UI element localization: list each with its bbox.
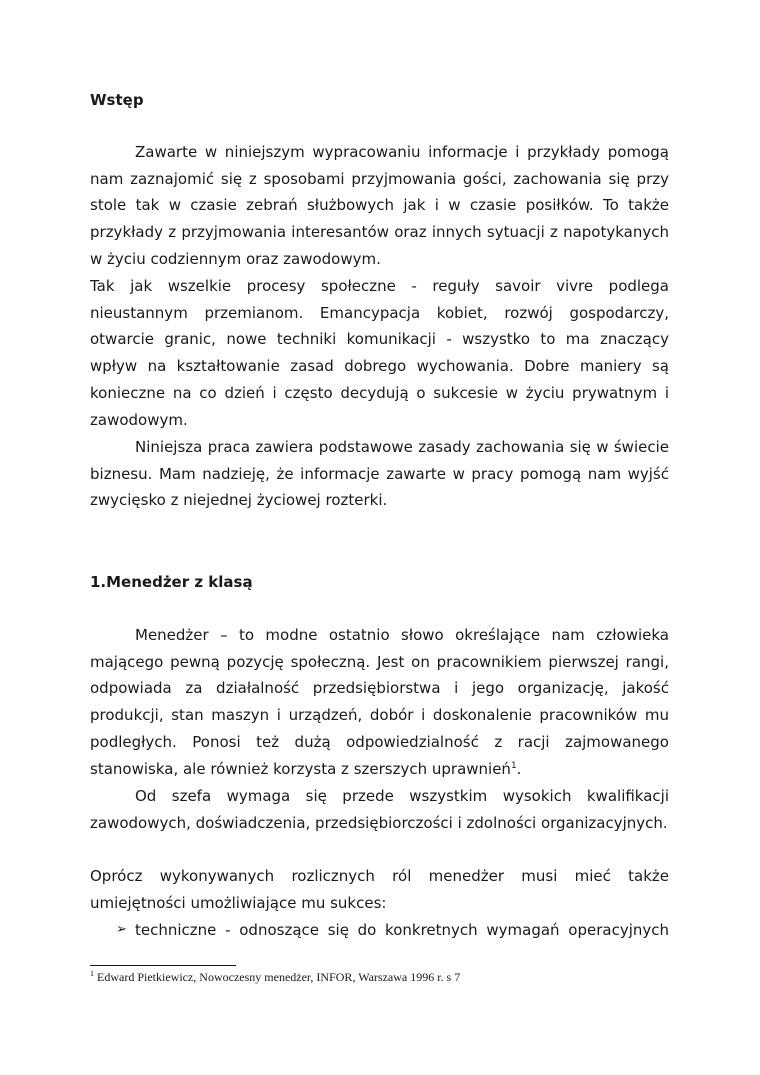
skills-list-item — [90, 917, 669, 944]
section-1-paragraph-1-end: . — [516, 759, 522, 778]
section-1-heading: 1.Menedżer z klasą — [90, 573, 253, 591]
intro-paragraph-2: Tak jak wszelkie procesy społeczne - reguły savoir vivre podlega nieustannym przemianom. Emancypacja kobiet, rozwój gospodarczy, otwarcie granic, nowe techniki komunikacji - wszystko to ma znaczący wpływ na kształtowanie zasad dobrego wychowania. Dobre maniery są konieczne na co dzień i często decydują o sukcesie w życiu prywatnym i zawodowym. — [90, 277, 669, 429]
arrow-bullet-icon: ➢ — [116, 922, 127, 937]
footnote-reference[interactable]: 1 — [510, 760, 517, 771]
skills-list-item-text: techniczne - odnoszące się do konkretnych wymagań operacyjnych — [135, 921, 669, 939]
section-1-paragraph-2: Od szefa wymaga się przede wszystkim wysokich kwalifikacji zawodowych, doświadczenia, przedsiębiorczości i zdolności organizacyjnych. — [90, 787, 669, 832]
section-1-paragraph-1-text: Menedżer – to modne ostatnio słowo określające nam człowieka mającego pewną pozycję społeczną. Jest on pracownikiem pierwszej rangi, odpowiada za działalność przedsiębiorstwa i jego organizację, jakość produkcji, stan maszyn i urządzeń, dobór i doskonalenie pracowników mu podległych. Ponosi też dużą odpowiedzialność z racji zajmowanego stanowiska, ale również korzysta z szerszych uprawnień — [90, 626, 669, 778]
intro-paragraph-1: Zawarte w niniejszym wypracowaniu informacje i przykłady pomogą nam zaznajomić się z sposobami przyjmowania gości, zachowania się przy stole tak w czasie zebrań służbowych jak i w czasie posiłków. To także przykłady z przyjmowania interesantów oraz innych sytuacji z napotykanych w życiu codziennym oraz zawodowym. — [90, 143, 669, 268]
footnote-separator — [90, 965, 236, 966]
footnote-text: Edward Pietkiewicz, Nowoczesny menedżer, INFOR, Warszawa 1996 r. s 7 — [97, 970, 461, 984]
footnote — [90, 969, 460, 985]
section-1-paragraph-3: Oprócz wykonywanych rozlicznych ról menedżer musi mieć także umiejętności umożliwiające mu sukces: — [90, 867, 669, 912]
intro-paragraph-3: Niniejsza praca zawiera podstawowe zasady zachowania się w świecie biznesu. Mam nadzieję, że informacje zawarte w pracy pomogą nam wyjść zwycięsko z niejednej życiowej rozterki. — [90, 438, 669, 510]
intro-heading: Wstęp — [90, 91, 144, 109]
footnote-number: 1 — [90, 969, 94, 978]
section-1-paragraph-1 — [90, 622, 669, 782]
